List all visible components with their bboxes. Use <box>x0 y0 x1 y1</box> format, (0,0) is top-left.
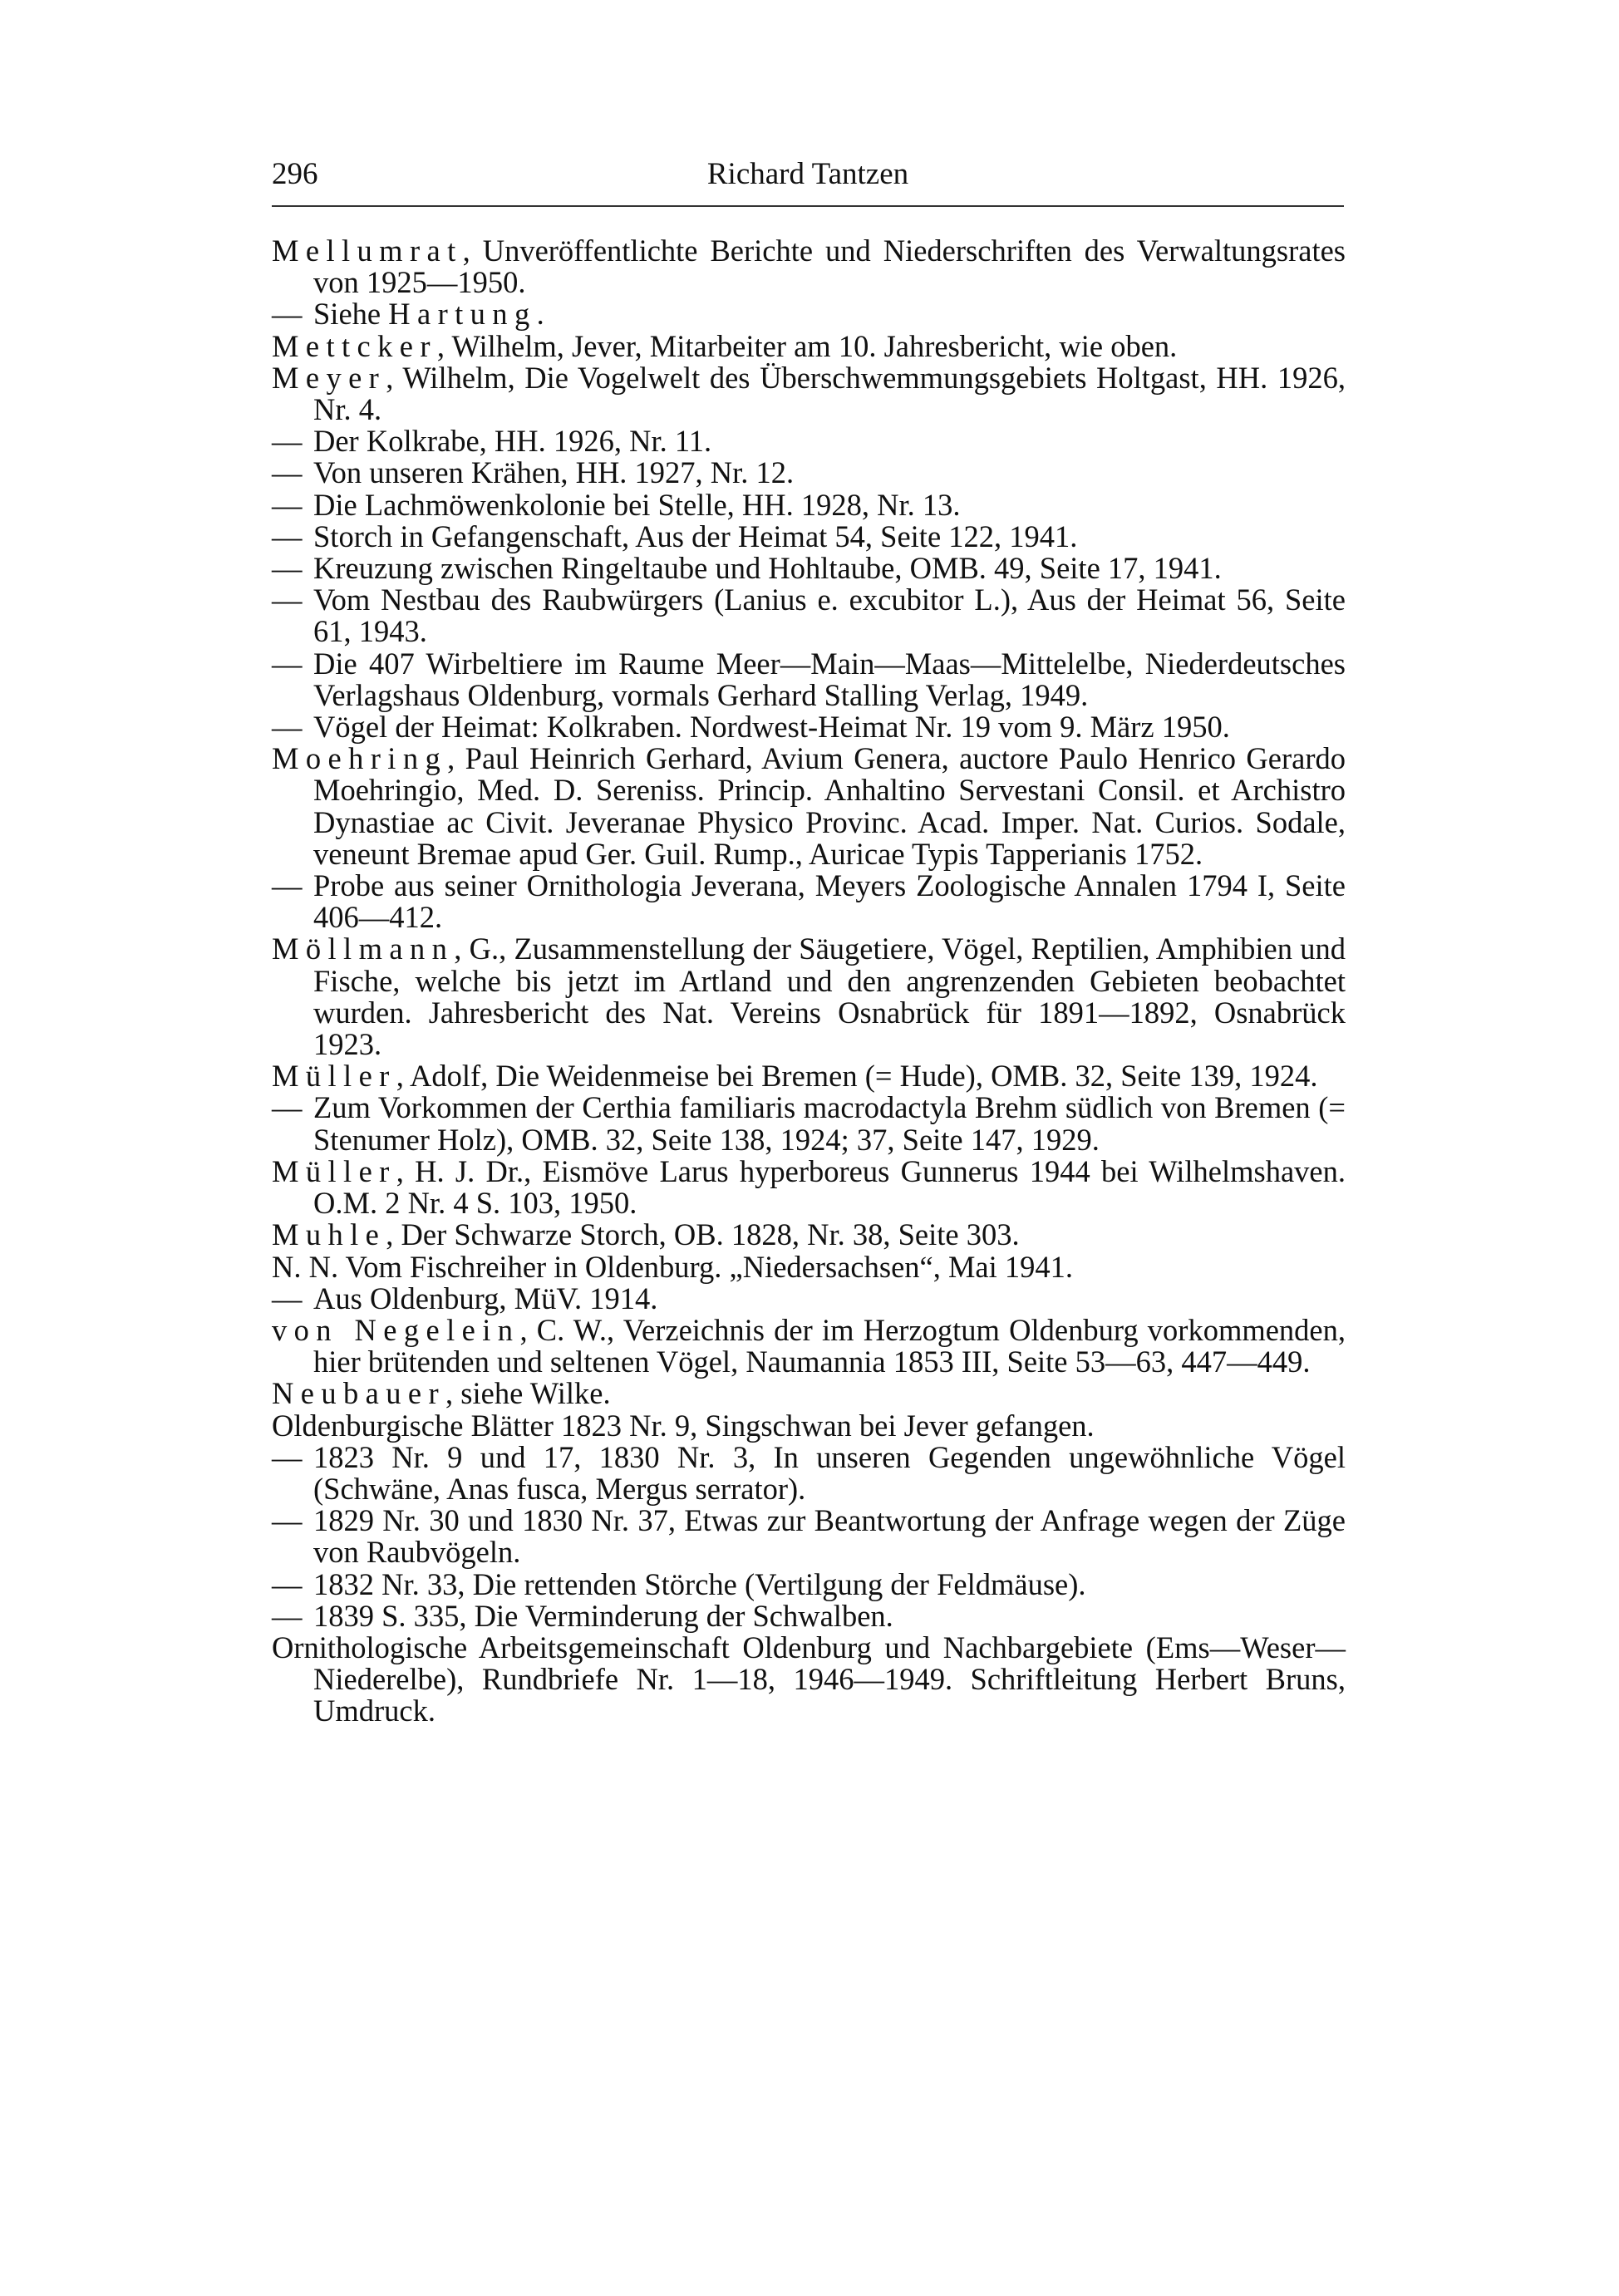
entry-text: Von unseren Krähen, HH. 1927, Nr. 12. <box>313 455 795 490</box>
bibliography-list <box>272 235 1346 1728</box>
bibliography-entry <box>272 1060 1346 1092</box>
entry-author: Möllmann <box>272 932 455 966</box>
bibliography-entry <box>272 489 1346 521</box>
running-head: Richard Tantzen <box>706 157 909 191</box>
entry-text: 1829 Nr. 30 und 1830 Nr. 37, Etwas zur Beantwortung der Anfrage wegen der Züge von Raubvögeln. <box>313 1503 1346 1570</box>
entry-text: Die 407 Wirbeltiere im Raume Meer—Main—Maas—Mittelelbe, Niederdeutsches Verlagshaus Oldenburg, vormals Gerhard Stalling Verlag, 1949. <box>313 646 1346 712</box>
continuation-dash: — <box>272 1598 303 1633</box>
bibliography-entry <box>272 584 1346 647</box>
entry-text: Zum Vorkommen der Certhia familiaris macrodactyla Brehm südlich von Bremen (= Stenumer Holz), OMB. 32, Seite 138, 1924; 37, Seite 147, 1929. <box>313 1090 1346 1157</box>
continuation-dash: — <box>272 1090 303 1125</box>
entry-author: Meyer <box>272 360 386 395</box>
entry-text: , Der Schwarze Storch, OB. 1828, Nr. 38, Seite 303. <box>386 1217 1020 1252</box>
bibliography-entry <box>272 553 1346 584</box>
bibliography-entry <box>272 425 1346 457</box>
entry-author: Müller <box>272 1153 396 1188</box>
bibliography-entry <box>272 1092 1346 1155</box>
bibliography-entry <box>272 298 1346 330</box>
bibliography-entry <box>272 328 1346 363</box>
continuation-dash: — <box>272 424 303 459</box>
entry-text: N. N. Vom Fischreiher in Oldenburg. „Niedersachsen“, Mai 1941. <box>272 1249 1074 1284</box>
entry-tail: . <box>536 297 544 332</box>
bibliography-entry <box>272 870 1346 933</box>
entry-author: Moehring <box>272 741 448 776</box>
continuation-dash: — <box>272 646 303 681</box>
entry-text: , siehe Wilke. <box>445 1376 611 1411</box>
bibliography-entry <box>272 457 1346 489</box>
entry-text: Storch in Gefangenschaft, Aus der Heimat 54, Seite 122, 1941. <box>313 519 1078 553</box>
entry-text: Aus Oldenburg, MüV. 1914. <box>313 1281 658 1315</box>
continuation-dash: — <box>272 868 303 903</box>
page-header <box>272 154 1344 207</box>
entry-author: Mettcker <box>272 328 437 363</box>
bibliography-entry <box>272 1600 1346 1632</box>
bibliography-entry <box>272 1566 1346 1601</box>
entry-text: Oldenburgische Blätter 1823 Nr. 9, Singschwan bei Jever gefangen. <box>272 1408 1095 1443</box>
entry-text: Vögel der Heimat: Kolkraben. Nordwest-Heimat Nr. 19 vom 9. März 1950. <box>313 710 1230 745</box>
bibliography-entry <box>272 362 1346 425</box>
continuation-dash: — <box>272 455 303 490</box>
entry-text: 1823 Nr. 9 und 17, 1830 Nr. 3, In unseren Gegenden ungewöhnliche Vögel (Schwäne, Anas fusca, Mergus serrator). <box>313 1439 1346 1506</box>
bibliography-entry <box>272 1410 1346 1442</box>
entry-text: Probe aus seiner Ornithologia Jeverana, Meyers Zoologische Annalen 1794 I, Seite 406—412. <box>313 868 1346 935</box>
entry-text: , Wilhelm, Jever, Mitarbeiter am 10. Jahresbericht, wie oben. <box>436 328 1178 363</box>
entry-text: Der Kolkrabe, HH. 1926, Nr. 11. <box>313 424 712 459</box>
bibliography-entry <box>272 1283 1346 1315</box>
continuation-dash: — <box>272 297 303 332</box>
entry-author: von Negelein <box>272 1312 520 1347</box>
bibliography-entry <box>272 1153 1346 1221</box>
entry-text: , Unveröffentlichte Berichte und Niederschriften des Verwaltungsrates von 1925—1950. <box>313 234 1346 300</box>
bibliography-entry <box>272 1219 1346 1251</box>
entry-text: Siehe <box>313 297 389 332</box>
entry-text: , C. W., Verzeichnis der im Herzogtum Oldenburg vorkommenden, hier brütenden und seltenen Vögel, Naumannia 1853 III, Seite 53—63, 447—449. <box>313 1312 1346 1379</box>
bibliography-entry <box>272 743 1346 870</box>
entry-text: , Wilhelm, Die Vogelwelt des Überschwemmungsgebiets Holtgast, HH. 1926, Nr. 4. <box>313 360 1346 427</box>
continuation-dash: — <box>272 551 303 586</box>
entry-text: Ornithologische Arbeitsgemeinschaft Oldenburg und Nachbargebiete (Ems—Weser—Niederelbe), Rundbriefe Nr. 1—18, 1946—1949. Schriftleitung Herbert Bruns, Umdruck. <box>272 1630 1346 1728</box>
continuation-dash: — <box>272 583 303 617</box>
bibliography-entry <box>272 933 1346 1060</box>
entry-text: , Adolf, Die Weidenmeise bei Bremen (= Hude), OMB. 32, Seite 139, 1924. <box>396 1059 1318 1094</box>
entry-text: , H. J. Dr., Eismöve Larus hyperboreus Gunnerus 1944 bei Wilhelmshaven. O.M. 2 Nr. 4 S. 103, 1950. <box>313 1153 1346 1221</box>
entry-author: Müller <box>272 1059 396 1094</box>
page-number: 296 <box>272 157 318 191</box>
continuation-dash: — <box>272 487 303 522</box>
bibliography-entry <box>272 711 1346 743</box>
entry-reference: Hartung <box>388 297 537 332</box>
entry-text: 1832 Nr. 33, Die rettenden Störche (Vertilgung der Feldmäuse). <box>313 1566 1086 1601</box>
bibliography-entry <box>272 1505 1346 1568</box>
entry-author: Neubauer <box>272 1376 446 1411</box>
continuation-dash: — <box>272 1281 303 1315</box>
entry-text: Die Lachmöwenkolonie bei Stelle, HH. 1928, Nr. 13. <box>313 487 961 522</box>
continuation-dash: — <box>272 1566 303 1601</box>
entry-author: Mellumrat <box>272 234 463 268</box>
entry-text: , Paul Heinrich Gerhard, Avium Genera, auctore Paulo Henrico Gerardo Moehringio, Med. D. Sereniss. Princip. Anhaltino Servestani Consil. et Archistro Dynastiae ac Civit. Jeveranae Physico Provinc. Acad. Imper. Nat. Curios. Sodale, veneunt Bremae apud Ger. Guil. Rump., Auricae Typis Tapperianis 1752. <box>313 741 1346 871</box>
entry-text: 1839 S. 335, Die Verminderung der Schwalben. <box>313 1598 893 1633</box>
bibliography-entry <box>272 1251 1346 1283</box>
bibliography-entry <box>272 1439 1346 1506</box>
bibliography-entry <box>272 235 1346 298</box>
bibliography-entry <box>272 648 1346 711</box>
continuation-dash: — <box>272 519 303 553</box>
entry-text: Kreuzung zwischen Ringeltaube und Hohltaube, OMB. 49, Seite 17, 1941. <box>313 551 1222 586</box>
entry-author: Muhle <box>272 1217 386 1252</box>
bibliography-entry <box>272 1312 1346 1379</box>
entry-text: , G., Zusammenstellung der Säugetiere, Vögel, Reptilien, Amphibien und Fische, welche bis jetzt im Artland und den angrenzenden Gebieten beobachtet wurden. Jahresbericht des Nat. Vereins Osnabrück für 1891—1892, Osnabrück 1923. <box>313 932 1346 1062</box>
continuation-dash: — <box>272 710 303 745</box>
bibliography-entry <box>272 521 1346 553</box>
continuation-dash: — <box>272 1439 303 1474</box>
entry-text: Vom Nestbau des Raubwürgers (Lanius e. excubitor L.), Aus der Heimat 56, Seite 61, 1943. <box>313 583 1346 649</box>
bibliography-entry <box>272 1378 1346 1409</box>
continuation-dash: — <box>272 1503 303 1538</box>
bibliography-entry <box>272 1632 1346 1728</box>
